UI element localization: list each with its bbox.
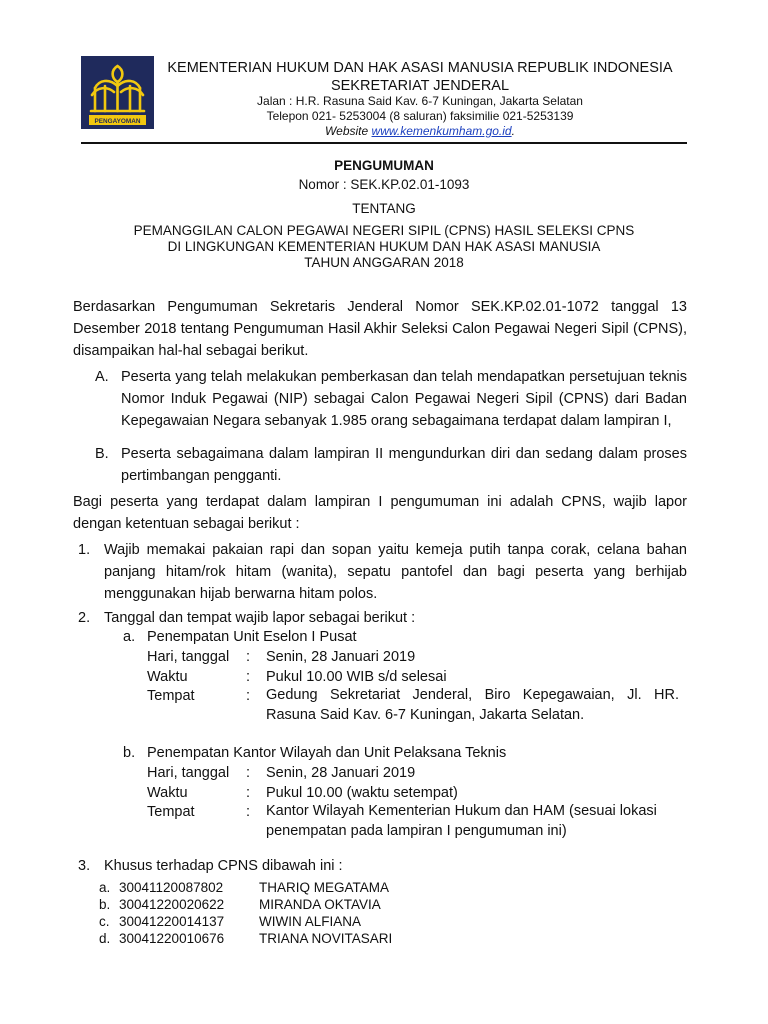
org-line-2: SEKRETARIAT JENDERAL [330, 78, 510, 94]
placement-b-place-value: Kantor Wilayah Kementerian Hukum dan HAM (sesuai lokasi penempatan pada lampiran I pengumuman ini) [266, 803, 657, 839]
placement-b-marker: b. [123, 745, 136, 761]
person-b-name: MIRANDA OKTAVIA [259, 897, 381, 912]
person-b-nip: 30041220020622 [119, 897, 225, 912]
intro-paragraph: Berdasarkan Pengumuman Sekretaris Jenderal Nomor SEK.KP.02.01-1072 tanggal 13 Desember 2018 tentang Pengumuman Hasil Akhir Seleksi Calon Pegawai Negeri Sipil (CPNS), disampaikan hal-hal sebagai berikut. [73, 299, 687, 359]
document-title: PENGUMUMAN [334, 158, 434, 173]
item-1-marker: 1. [78, 542, 91, 558]
person-a-name: THARIQ MEGATAMA [259, 880, 390, 895]
person-d-name: TRIANA NOVITASARI [259, 931, 393, 946]
placement-a-place-label: Tempat [147, 688, 195, 704]
point-a-text: Peserta yang telah melakukan pemberkasan dan telah mendapatkan persetujuan teknis Nomor Induk Pegawai (NIP) sebagai Calon Pegawai Negeri Sipil (CPNS) dari Badan Kepegawaian Negara sebanyak 1.985 orang sebagaimana terdapat dalam lampiran I, [121, 369, 687, 429]
placement-a-time-value: Pukul 10.00 WIB s/d selesai [266, 669, 447, 685]
item-2-text: Tanggal dan tempat wajib lapor sebagai berikut : [104, 610, 416, 626]
about-label: TENTANG [352, 201, 416, 216]
placement-a-date-label: Hari, tanggal [147, 649, 230, 665]
placement-a-time-sep: : [246, 669, 251, 685]
address-line: Jalan : H.R. Rasuna Said Kav. 6-7 Kuningan, Jakarta Selatan [257, 94, 583, 108]
placement-b-time-sep: : [246, 785, 251, 801]
item-3-marker: 3. [78, 858, 91, 874]
placement-a-place-sep: : [246, 688, 251, 704]
person-a-marker: a. [99, 880, 111, 895]
point-a-marker: A. [95, 369, 109, 385]
placement-b-place-sep: : [246, 804, 251, 820]
placement-a-place-value: Gedung Sekretariat Jenderal, Biro Kepegawaian, Jl. HR. Rasuna Said Kav. 6-7 Kuningan, Jakarta Selatan. [266, 687, 679, 723]
item-2-marker: 2. [78, 610, 91, 626]
subject-line-3: TAHUN ANGGARAN 2018 [304, 255, 464, 270]
person-a-nip: 30041120087802 [119, 880, 224, 895]
website-suffix: . [511, 124, 515, 138]
placement-a-time-label: Waktu [147, 669, 188, 685]
placement-b-title: Penempatan Kantor Wilayah dan Unit Pelaksana Teknis [147, 745, 507, 761]
person-c-name: WIWIN ALFIANA [259, 914, 362, 929]
point-b-marker: B. [95, 446, 109, 462]
person-d-marker: d. [99, 931, 111, 946]
point-b-text: Peserta sebagaimana dalam lampiran II mengundurkan diri dan sedang dalam proses pertimbangan pengganti. [121, 446, 687, 484]
website-line [160, 124, 680, 139]
pengayoman-emblem-icon [81, 56, 154, 129]
logo-caption: PENGAYOMAN [94, 118, 141, 125]
person-b-marker: b. [99, 897, 111, 912]
placement-b-place-label: Tempat [147, 804, 195, 820]
placement-a-date-sep: : [246, 649, 251, 665]
item-1-text: Wajib memakai pakaian rapi dan sopan yaitu kemeja putih tanpa corak, celana bahan panjang hitam/rok hitam (wanita), sepatu pantofel dan bagi peserta yang berhijab menggunakan hijab berwarna hitam polos. [104, 542, 687, 602]
subject-line-1: PEMANGGILAN CALON PEGAWAI NEGERI SIPIL (CPNS) HASIL SELEKSI CPNS [133, 223, 635, 238]
emblem-graphic [81, 56, 154, 129]
website-link[interactable]: www.kemenkumham.go.id [371, 124, 512, 138]
placement-b-time-value: Pukul 10.00 (waktu setempat) [266, 785, 458, 801]
item-3-text: Khusus terhadap CPNS dibawah ini : [104, 858, 343, 874]
placement-a-title: Penempatan Unit Eselon I Pusat [147, 629, 357, 645]
placement-b-date-label: Hari, tanggal [147, 765, 230, 781]
placement-a-date-value: Senin, 28 Januari 2019 [266, 649, 416, 665]
person-d-nip: 30041220010676 [119, 931, 225, 946]
org-line-1: KEMENTERIAN HUKUM DAN HAK ASASI MANUSIA REPUBLIK INDONESIA [167, 60, 673, 76]
report-intro-paragraph: Bagi peserta yang terdapat dalam lampiran I pengumuman ini adalah CPNS, wajib lapor dengan ketentuan sebagai berikut : [73, 494, 687, 532]
placement-b-date-sep: : [246, 765, 251, 781]
subject-line-2: DI LINGKUNGAN KEMENTERIAN HUKUM DAN HAK ASASI MANUSIA [167, 239, 601, 254]
placement-b-date-value: Senin, 28 Januari 2019 [266, 765, 416, 781]
document-number: Nomor : SEK.KP.02.01-1093 [298, 177, 470, 192]
placement-a-marker: a. [123, 629, 136, 645]
letterhead-divider [81, 142, 687, 144]
website-label: Website [325, 124, 369, 138]
person-c-nip: 30041220014137 [119, 914, 225, 929]
placement-b-time-label: Waktu [147, 785, 188, 801]
phone-line: Telepon 021- 5253004 (8 saluran) faksimilie 021-5253139 [266, 109, 574, 123]
person-c-marker: c. [99, 914, 110, 929]
